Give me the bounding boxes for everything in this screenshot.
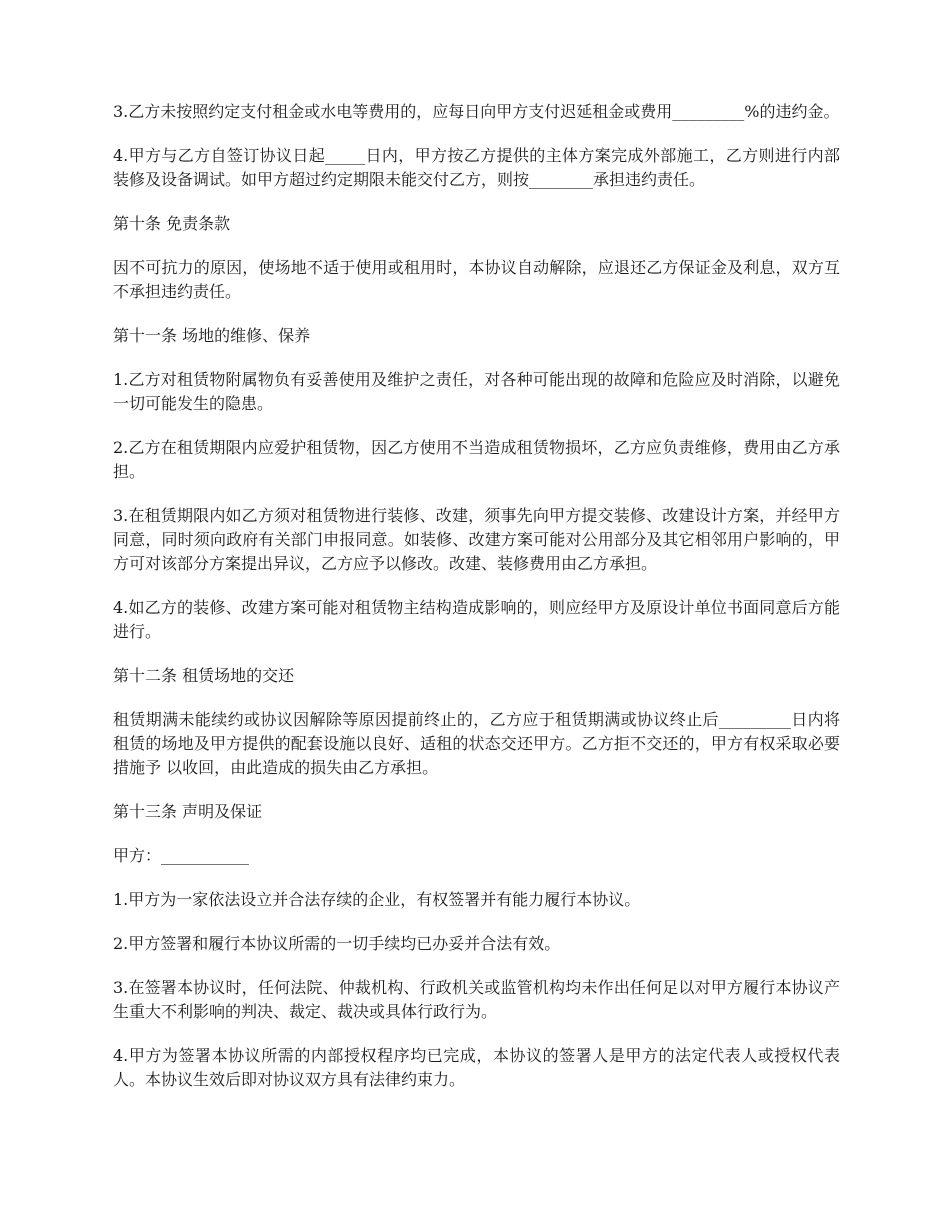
return-of-premises-clause: 租赁期满未能续约或协议因解除等原因提前终止的，乙方应于租赁期满或协议终止后_________日内将租赁的场地及甲方提供的配套设施以良好、适租的状态交还甲方。乙方拒不交还的，甲方有权采取必要措施予 以收回，由此造成的损失由乙方承担。 xyxy=(113,710,840,777)
maintenance-clause-4: 4.如乙方的装修、改建方案可能对租赁物主结构造成影响的，则应经甲方及原设计单位书面同意后方能进行。 xyxy=(113,598,840,641)
document-page xyxy=(113,100,840,1112)
article-13-heading: 第十三条 声明及保证 xyxy=(113,802,263,821)
maintenance-clause-2: 2.乙方在租赁期限内应爱护租赁物，因乙方使用不当造成租赁物损坏，乙方应负责维修，费用由乙方承担。 xyxy=(113,438,840,481)
warranty-clause-2: 2.甲方签署和履行本协议所需的一切手续均已办妥并合法有效。 xyxy=(113,934,561,953)
maintenance-clause-1: 1.乙方对租赁物附属物负有妥善使用及维护之责任，对各种可能出现的故障和危险应及时消除，以避免一切可能发生的隐患。 xyxy=(113,370,840,413)
article-11-heading: 第十一条 场地的维修、保养 xyxy=(113,326,311,345)
warranty-clause-4: 4.甲方为签署本协议所需的内部授权程序均已完成，本协议的签署人是甲方的法定代表人或授权代表人。本协议生效后即对协议双方具有法律约束力。 xyxy=(113,1046,840,1089)
clause-3-late-payment: 3.乙方未按照约定支付租金或水电等费用的，应每日向甲方支付迟延租金或费用_________%的违约金。 xyxy=(113,102,840,121)
warranty-clause-3: 3.在签署本协议时，任何法院、仲裁机构、行政机关或监管机构均未作出任何足以对甲方履行本协议产生重大不利影响的判决、裁定、裁决或具体行政行为。 xyxy=(113,978,840,1021)
article-10-heading: 第十条 免责条款 xyxy=(113,214,231,233)
clause-4-delivery: 4.甲方与乙方自签订协议日起_____日内，甲方按乙方提供的主体方案完成外部施工，乙方则进行内部装修及设备调试。如甲方超过约定期限未能交付乙方，则按________承担违约责任。 xyxy=(113,146,840,189)
article-12-heading: 第十二条 租赁场地的交还 xyxy=(113,666,295,685)
maintenance-clause-3: 3.在租赁期限内如乙方须对租赁物进行装修、改建，须事先向甲方提交装修、改建设计方案，并经甲方同意，同时须向政府有关部门申报同意。如装修、改建方案可能对公用部分及其它相邻用户影响的，甲方可对该部分方案提出异议，乙方应予以修改。改建、装修费用由乙方承担。 xyxy=(113,506,840,573)
warranty-clause-1: 1.甲方为一家依法设立并合法存续的企业，有权签署并有能力履行本协议。 xyxy=(113,890,641,909)
party-a-label: 甲方：___________ xyxy=(113,846,250,865)
force-majeure-clause: 因不可抗力的原因，使场地不适于使用或租用时，本协议自动解除，应退还乙方保证金及利息，双方互不承担违约责任。 xyxy=(113,258,840,301)
